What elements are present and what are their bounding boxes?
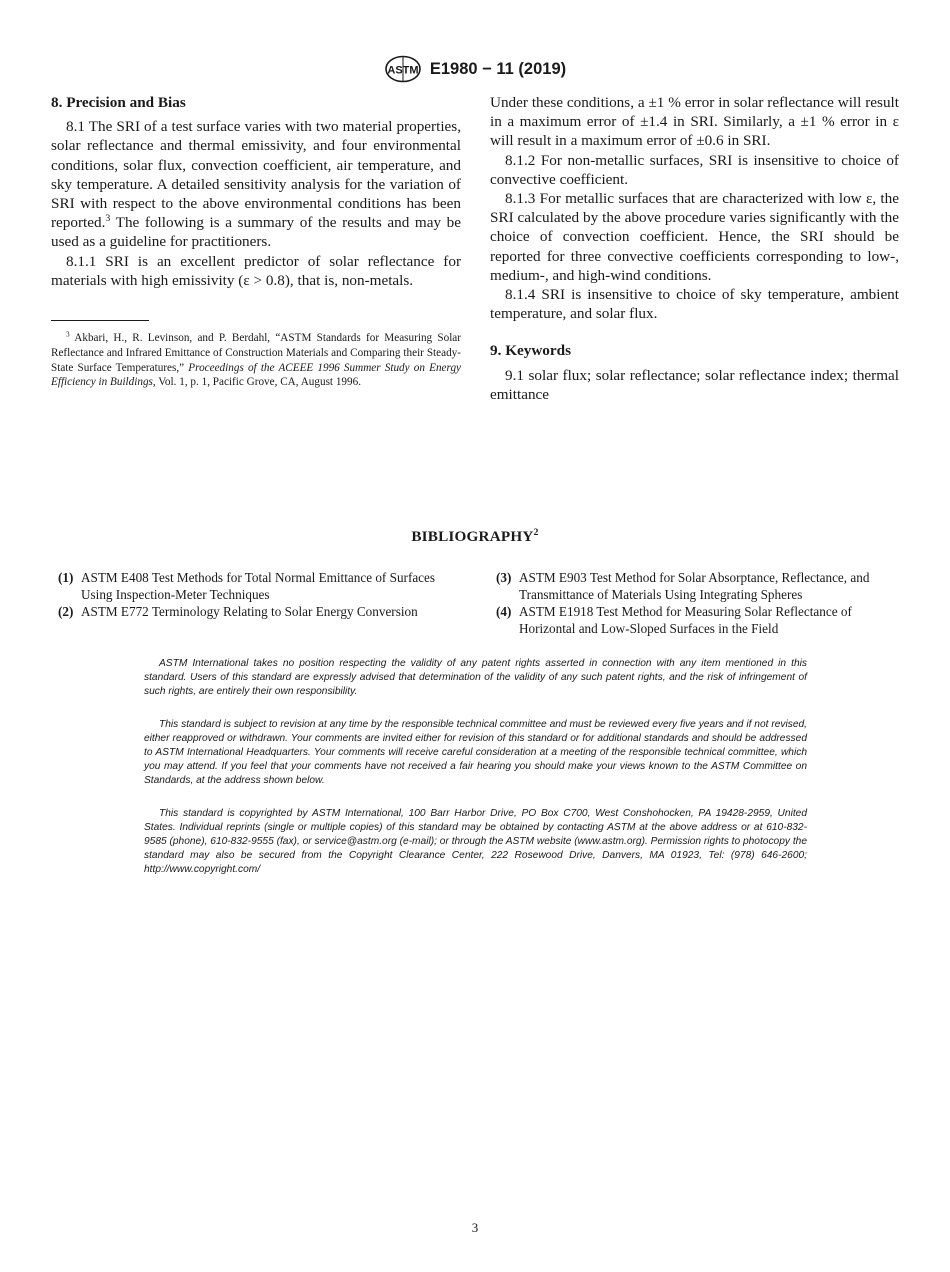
left-column	[51, 93, 461, 290]
bibliography-left-column	[58, 570, 453, 622]
astm-logo-icon	[384, 55, 422, 83]
bibliography-item: (2) ASTM E772 Terminology Relating to Solar Energy Conversion	[58, 604, 418, 619]
section-8-heading: 8. Precision and Bias	[51, 94, 186, 111]
paragraph-9-1: 9.1 solar flux; solar reflectance; solar reflectance index; thermal emittance	[490, 366, 899, 403]
paragraph-8-1-2: 8.1.2 For non-metallic surfaces, SRI is insensitive to choice of convective coefficient.	[490, 151, 899, 188]
paragraph-8-1-1: 8.1.1 SRI is an excellent predictor of solar reflectance for materials with high emissivity (ε > 0.8), that is, non-metals.	[51, 252, 461, 289]
bibliography-item: (1) ASTM E408 Test Methods for Total Normal Emittance of Surfaces Using Inspection-Meter Techniques	[58, 570, 436, 602]
paragraph-8-1-4: 8.1.4 SRI is insensitive to choice of sky temperature, ambient temperature, and solar flux.	[490, 286, 899, 323]
svg-text:ASTM: ASTM	[387, 64, 419, 77]
paragraph-8-1-3: 8.1.3 For metallic surfaces that are characterized with low ε, the SRI calculated by the above procedure varies significantly with the choice of convection coefficient. Hence, the SRI should be reported for three convective coefficients corresponding to low-, medium-, and high-wind conditions.	[490, 190, 899, 284]
right-column	[490, 93, 899, 404]
bibliography-right-column	[496, 570, 906, 638]
footnote-divider	[51, 320, 149, 321]
copyright-notice: This standard is copyrighted by ASTM International, 100 Barr Harbor Drive, PO Box C700, West Conshohocken, PA 19428-2959, United States. Individual reprints (single or multiple copies) of this standard may be obtained by contacting ASTM at the above address or at 610-832-9585 (phone), 610-832-9555 (fax), or service@astm.org (e-mail); or through the ASTM website (www.astm.org). Permission rights to photocopy the standard may also be secured from the Copyright Clearance Center, 222 Rosewood Drive, Danvers, MA 01923, Tel: (978) 646-2600; http://www.copyright.com/	[144, 808, 807, 875]
page-header	[0, 56, 950, 82]
bibliography-item: (4) ASTM E1918 Test Method for Measuring Solar Reflectance of Horizontal and Low-Sloped Surfaces in the Field	[496, 604, 852, 636]
standard-designation: E1980 − 11 (2019)	[429, 59, 567, 78]
bibliography-title: BIBLIOGRAPHY$^2$	[411, 526, 539, 545]
footnote-ref-3: 3	[105, 213, 111, 225]
page-number: 3	[471, 1220, 479, 1235]
revision-notice: This standard is subject to revision at any time by the responsible technical committee and must be reviewed every five years and if not revised, either reapproved or withdrawn. Your comments are invited either for revision of this standard or for additional standards and should be addressed to ASTM International Headquarters. Your comments will receive careful consideration at a meeting of the responsible technical committee, which you may attend. If you feel that your comments have not received a fair hearing you should make your views known to the ASTM Committee on Standards, at the address shown below.	[144, 719, 807, 786]
footnote-3: $^3$ Akbari, H., R. Levinson, and P. Berdahl, “ASTM Standards for Measuring Solar Reflectance and Infrared Emittance of Construction Materials and Comparing their Steady-State Surface Temperatures,” Proceedings of the ACEEE 1996 Summer Study on Energy Efficiency in Buildings, Vol. 1, p. 1, Pacific Grove, CA, August 1996.	[51, 330, 462, 389]
patent-notice: ASTM International takes no position respecting the validity of any patent rights asserted in connection with any item mentioned in this standard. Users of this standard are expressly advised that determination of the validity of any such patent rights, and the risk of infringement of such rights, are entirely their own responsibility.	[144, 658, 807, 697]
section-9-heading: 9. Keywords	[490, 342, 571, 360]
paragraph-8-1-1-continued: Under these conditions, a ±1 % error in solar reflectance will result in a maximum error of ±1.4 in SRI. Similarly, a ±1 % error in ε will result in a maximum error of ±0.6 in SRI.	[490, 94, 899, 150]
paragraph-8-1: 8.1 The SRI of a test surface varies with two material properties, solar reflectance and thermal emissivity, and four environmental conditions, solar flux, convection coefficient, air temperature, and sky temperature. A detailed sensitivity analysis for the variation of SRI with respect to the above environmental conditions has been reported.$^3$ The following is a summary of the results and may be used as a guideline for practitioners.	[51, 118, 461, 251]
bibliography-item: (3) ASTM E903 Test Method for Solar Absorptance, Reflectance, and Transmittance of Materials Using Integrating Spheres	[496, 570, 870, 602]
